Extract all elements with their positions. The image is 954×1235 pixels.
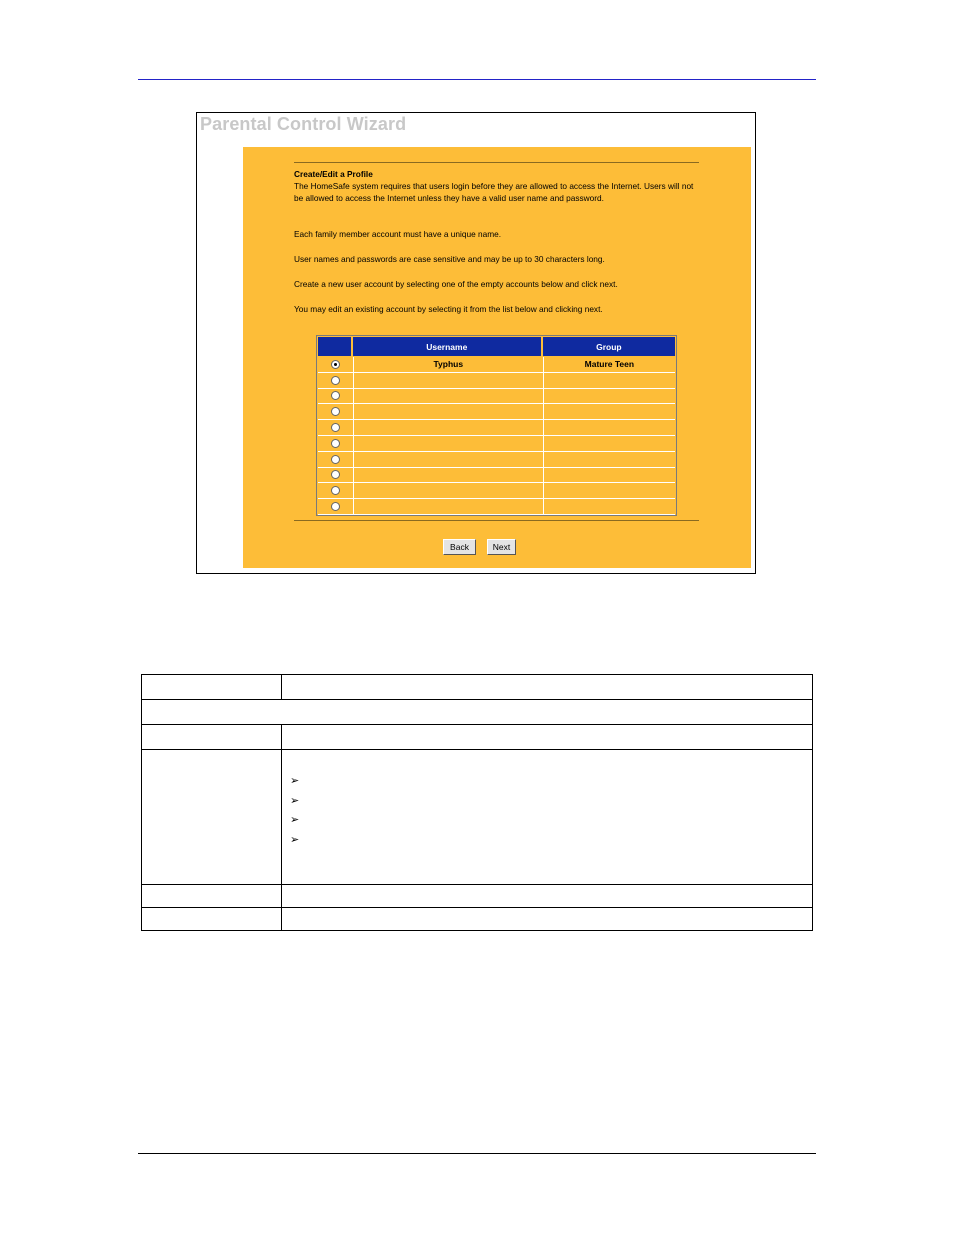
panel-divider-top xyxy=(294,162,699,163)
table-cell xyxy=(282,908,813,931)
wizard-screenshot xyxy=(196,112,756,574)
table-row xyxy=(318,404,675,420)
group-cell xyxy=(543,404,675,420)
table-cell xyxy=(282,885,813,908)
username-cell xyxy=(353,499,543,515)
case-sensitive-note: User names and passwords are case sensitive and may be up to 30 characters long. xyxy=(294,254,605,264)
table-row xyxy=(318,468,675,484)
wizard-panel xyxy=(243,147,751,568)
select-cell xyxy=(318,483,353,499)
table-cell xyxy=(142,885,282,908)
username-cell xyxy=(353,420,543,436)
intro-paragraph: The HomeSafe system requires that users login before they are allowed to access the Internet. Users will not be allowed to access the Internet unless they have a valid user name and password. xyxy=(294,181,694,203)
select-cell xyxy=(318,404,353,420)
arrow-right-icon: ➢ xyxy=(290,794,300,807)
account-radio[interactable] xyxy=(331,439,340,448)
username-cell xyxy=(353,452,543,468)
table-cell xyxy=(142,675,282,700)
account-radio[interactable] xyxy=(331,423,340,432)
group-cell xyxy=(543,420,675,436)
group-cell xyxy=(543,483,675,499)
table-row xyxy=(318,436,675,452)
username-column-header: Username xyxy=(353,337,543,356)
select-cell xyxy=(318,499,353,515)
group-cell: Mature Teen xyxy=(543,357,675,373)
group-column-header: Group xyxy=(543,337,675,356)
select-cell xyxy=(318,420,353,436)
arrow-right-icon: ➢ xyxy=(290,833,300,846)
accounts-table xyxy=(316,335,677,516)
table-row xyxy=(318,452,675,468)
table-section-row xyxy=(142,700,813,725)
table-cell xyxy=(282,750,813,885)
select-cell xyxy=(318,452,353,468)
create-account-note: Create a new user account by selecting one of the empty accounts below and click next. xyxy=(294,279,618,289)
list-item xyxy=(290,792,804,812)
account-radio[interactable] xyxy=(331,391,340,400)
table-row xyxy=(318,373,675,389)
select-cell xyxy=(318,468,353,484)
group-cell xyxy=(543,499,675,515)
back-button[interactable]: Back xyxy=(443,539,476,555)
group-cell xyxy=(543,389,675,405)
account-radio[interactable] xyxy=(331,376,340,385)
account-radio[interactable] xyxy=(331,407,340,416)
panel-divider-bottom xyxy=(294,520,699,521)
select-cell xyxy=(318,436,353,452)
bullet-list xyxy=(290,750,804,850)
select-cell xyxy=(318,389,353,405)
username-cell: Typhus xyxy=(353,357,543,373)
select-column-header xyxy=(318,337,353,356)
username-cell xyxy=(353,389,543,405)
profile-heading: Create/Edit a Profile xyxy=(294,169,373,179)
page-footer-rule xyxy=(138,1153,816,1154)
username-cell xyxy=(353,483,543,499)
unique-name-note: Each family member account must have a unique name. xyxy=(294,229,502,239)
table-cell xyxy=(142,750,282,885)
table-row xyxy=(318,483,675,499)
username-cell xyxy=(353,436,543,452)
username-cell xyxy=(353,404,543,420)
table-row xyxy=(318,357,675,373)
list-item xyxy=(290,772,804,792)
account-radio[interactable] xyxy=(331,360,340,369)
arrow-right-icon: ➢ xyxy=(290,775,300,788)
arrow-right-icon: ➢ xyxy=(290,814,300,827)
list-item xyxy=(290,831,804,851)
accounts-table-body xyxy=(318,357,675,515)
table-cell xyxy=(282,675,813,700)
table-row xyxy=(318,499,675,515)
select-cell xyxy=(318,373,353,389)
account-radio[interactable] xyxy=(331,455,340,464)
username-cell xyxy=(353,468,543,484)
group-cell xyxy=(543,452,675,468)
account-radio[interactable] xyxy=(331,470,340,479)
username-cell xyxy=(353,373,543,389)
page-header-rule xyxy=(138,79,816,80)
account-radio[interactable] xyxy=(331,502,340,511)
table-row xyxy=(318,389,675,405)
account-radio[interactable] xyxy=(331,486,340,495)
table-row xyxy=(318,420,675,436)
group-cell xyxy=(543,436,675,452)
description-table xyxy=(141,674,813,931)
table-cell xyxy=(142,908,282,931)
group-cell xyxy=(543,468,675,484)
next-button[interactable]: Next xyxy=(487,539,516,555)
wizard-title: Parental Control Wizard xyxy=(200,114,407,134)
accounts-table-header xyxy=(318,337,675,356)
table-cell xyxy=(142,725,282,750)
select-cell xyxy=(318,357,353,373)
group-cell xyxy=(543,373,675,389)
edit-account-note: You may edit an existing account by selecting it from the list below and clicking next. xyxy=(294,304,603,314)
list-item xyxy=(290,811,804,831)
table-cell xyxy=(282,725,813,750)
